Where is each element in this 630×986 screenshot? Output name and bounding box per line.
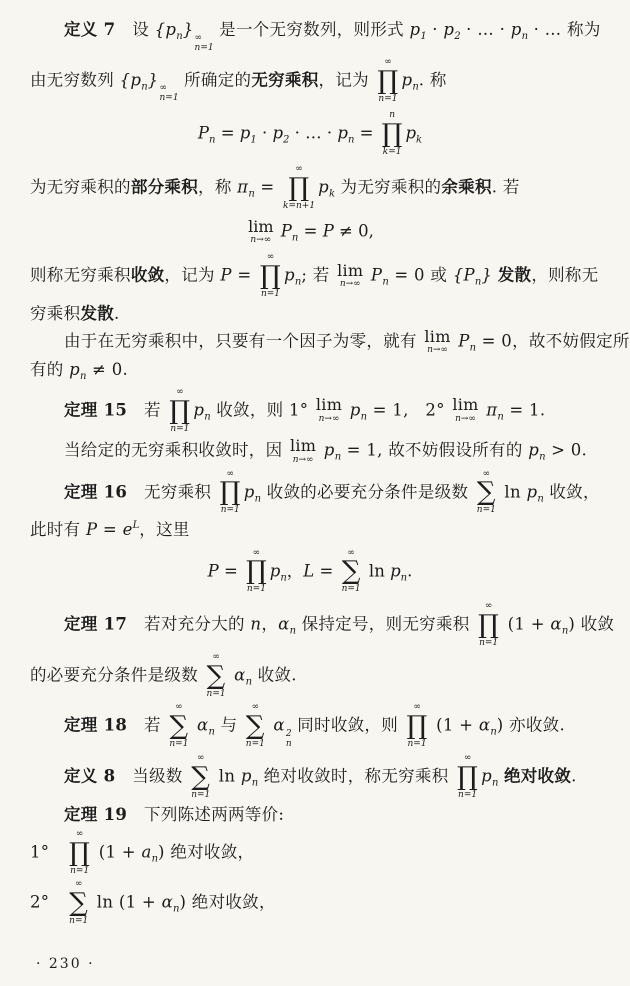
math-var: P	[197, 123, 210, 143]
text-run: =	[97, 520, 123, 540]
text-run: ) 收敛	[568, 614, 615, 634]
text-run: 当给定的无穷乘积收敛时，因	[64, 440, 288, 460]
limit-operator: lim n→∞	[248, 216, 274, 246]
math-var: P	[275, 221, 292, 241]
bold-text-run: 定义 8	[64, 766, 116, 786]
math-var: α	[550, 614, 562, 634]
text-line	[30, 164, 590, 212]
text-line	[30, 437, 590, 465]
text-run: ln	[363, 560, 391, 580]
supsub-stack: ∞ n=1	[194, 33, 214, 53]
math-var: α	[267, 715, 285, 735]
text-line	[30, 753, 590, 801]
math-var: p	[409, 20, 421, 39]
text-run: (1 +	[430, 715, 479, 735]
text-run: (1 +	[502, 614, 551, 634]
bold-text-run: 部分乘积	[130, 177, 199, 197]
text-line	[30, 19, 601, 54]
subscript: n	[490, 726, 497, 738]
text-run: 绝对收敛时，称无穷乘积	[258, 766, 455, 786]
text-run: ) 亦收敛.	[496, 715, 565, 735]
text-run: .	[114, 303, 120, 323]
subscript: n	[289, 625, 297, 637]
text-run: 收敛，则 1°	[210, 400, 314, 419]
text-run: ) 绝对收敛，	[158, 842, 255, 862]
subscript: n	[245, 676, 253, 688]
text-run: ，则称无	[531, 265, 599, 285]
superscript: L	[132, 520, 140, 532]
bold-text-run: 绝对收敛	[503, 766, 572, 786]
bold-text-run: 发散	[80, 303, 115, 323]
math-var: p	[318, 177, 329, 197]
text-run: .	[571, 766, 577, 786]
subscript: n	[412, 81, 419, 93]
bold-text-run: 收敛	[130, 265, 165, 285]
subscript: k	[416, 134, 423, 146]
subscript: n	[334, 451, 342, 463]
text-run: =	[314, 560, 339, 580]
text-run: . 称	[418, 70, 447, 90]
text-run: ·	[426, 20, 444, 39]
text-run: ·	[256, 123, 273, 143]
product-operator: n ∏ k=1	[381, 110, 403, 158]
subscript: n	[209, 134, 216, 146]
subscript: n	[521, 31, 529, 42]
math-var: p	[239, 123, 251, 143]
sum-operator: ∞ ∑ n=1	[169, 702, 189, 750]
math-var: L	[303, 560, 315, 580]
product-operator: ∞ ∏ n=1	[377, 56, 399, 104]
text-run: ) 绝对收敛，	[179, 892, 276, 912]
supsub-stack: ∞ n=1	[159, 83, 179, 103]
text-line	[30, 601, 615, 649]
math-var: {P	[452, 265, 475, 285]
text-run: 收敛的必要充分条件是级数	[261, 481, 474, 501]
text-run: =	[218, 560, 244, 580]
math-var: n	[250, 614, 262, 634]
math-var: p	[481, 766, 492, 786]
sum-operator: ∞ ∑ n=1	[476, 468, 496, 516]
subscript: n	[173, 903, 180, 915]
text-run: 为无穷乘积的	[335, 177, 442, 197]
text-run: ; 若	[301, 265, 336, 285]
text-run: 的必要充分条件是级数	[30, 665, 204, 685]
text-run: 与	[214, 715, 243, 735]
text-run: =	[215, 123, 240, 143]
bold-text-run: 定义 7	[64, 20, 116, 39]
math-var: p	[243, 481, 255, 501]
math-var: p	[69, 360, 81, 380]
subscript: n	[251, 777, 259, 789]
bold-text-run: 定理 19	[64, 804, 128, 824]
text-run: 收敛，	[543, 481, 600, 501]
subscript: n	[539, 451, 546, 463]
text-run: ln	[213, 766, 241, 786]
text-run: 2°	[30, 892, 67, 912]
subscript: n	[291, 232, 299, 244]
math-var: P	[452, 331, 470, 351]
subscript: n	[474, 276, 482, 288]
text-run: ，记为	[318, 70, 375, 90]
subscript: 1	[420, 31, 427, 42]
page-body	[30, 16, 630, 950]
math-var: p	[337, 123, 348, 143]
text-run: · … ·	[289, 123, 338, 143]
text-run: · … 称为	[528, 20, 601, 39]
math-var: p	[405, 123, 417, 143]
subscript: n	[400, 571, 408, 583]
text-run: = 0 或	[388, 265, 453, 285]
product-operator: ∞ ∏ n=1	[169, 386, 191, 434]
text-run: (1 +	[93, 842, 142, 862]
bold-text-run: 定理 16	[64, 481, 128, 501]
text-line	[30, 879, 590, 927]
text-run: =	[354, 123, 379, 143]
subscript: n	[176, 31, 183, 42]
subscript: n	[204, 411, 211, 422]
formula-line	[30, 218, 590, 246]
math-var: p	[272, 123, 284, 143]
math-var: P	[220, 265, 232, 285]
text-line	[30, 57, 590, 105]
math-var: P	[322, 221, 334, 241]
math-var: }	[182, 20, 194, 39]
math-var: P	[85, 520, 98, 540]
bold-text-run: 定理 17	[64, 614, 128, 634]
text-run: ，记为	[164, 265, 221, 285]
product-operator: ∞ ∏ n=1	[457, 752, 479, 800]
subscript: n	[254, 492, 262, 504]
formula-line	[30, 110, 590, 158]
sum-operator: ∞ ∑ n=1	[341, 547, 361, 595]
text-run: ，	[261, 614, 279, 634]
text-run: 收敛.	[252, 665, 297, 685]
sum-operator: ∞ ∑ n=1	[69, 879, 89, 927]
text-run: .	[407, 560, 413, 580]
sum-operator: ∞ ∑ n=1	[245, 702, 265, 750]
math-var: p	[284, 265, 295, 285]
text-line	[30, 303, 590, 325]
math-var: p	[193, 400, 205, 419]
text-run: ln	[498, 481, 527, 501]
bold-text-run: 无穷乘积	[251, 70, 319, 90]
text-run: 穷乘积	[30, 303, 81, 323]
math-var: π	[237, 177, 249, 197]
text-run: ，称	[198, 177, 238, 197]
subscript: n	[248, 188, 255, 200]
page-number: · 230 ·	[36, 956, 95, 972]
text-run: ≠ 0.	[86, 360, 129, 380]
math-var: π	[480, 400, 498, 419]
math-var: p	[443, 20, 455, 39]
bold-text-run: 发散	[497, 265, 532, 285]
math-var: P	[207, 560, 219, 580]
limit-operator: lim n→∞	[452, 395, 479, 424]
text-line	[30, 326, 630, 356]
text-line	[30, 468, 600, 517]
text-line	[30, 387, 590, 435]
product-operator: ∞ ∏ n=1	[69, 828, 91, 876]
text-run: 若对充分大的	[127, 614, 251, 634]
math-var: α	[191, 715, 209, 735]
subscript: 2	[454, 31, 461, 42]
text-run: . 若	[491, 177, 520, 197]
subscript: n	[347, 134, 355, 146]
text-run: 由无穷数列	[30, 70, 120, 90]
text-line	[30, 702, 590, 750]
limit-operator: lim n→∞	[289, 436, 317, 465]
subscript: 1	[250, 134, 257, 146]
subscript: n	[382, 276, 389, 288]
text-run: = 1.	[503, 400, 546, 419]
subscript: n	[151, 853, 159, 865]
text-run: · … ·	[460, 20, 511, 39]
text-run: 无穷乘积	[127, 481, 217, 501]
math-var: }	[481, 265, 493, 285]
product-operator: ∞ ∏ n=1	[478, 601, 500, 648]
bold-text-run: 定理 15	[64, 400, 128, 419]
math-var: α	[228, 665, 246, 685]
text-run: 同时收敛，则	[291, 715, 404, 735]
math-var: {p	[119, 70, 142, 90]
text-run: = 1, 2°	[367, 400, 451, 419]
math-var: p	[390, 560, 401, 580]
text-run: 则称无穷乘积	[30, 265, 131, 285]
text-run: 1°	[30, 842, 67, 862]
math-var: P	[365, 265, 383, 285]
product-operator: ∞ ∏ n=1	[246, 547, 267, 595]
subscript: n	[360, 411, 368, 422]
math-var: α	[478, 715, 491, 735]
subscript: n	[469, 342, 477, 354]
text-run: 由于在无穷乘积中，只要有一个因子为零，就有	[64, 331, 423, 351]
math-var: {p	[154, 20, 177, 39]
limit-operator: lim n→∞	[315, 395, 343, 424]
text-line	[30, 519, 590, 541]
bold-text-run: 定理 18	[64, 715, 128, 735]
math-var: p	[401, 70, 413, 90]
subscript: n	[141, 81, 148, 93]
text-run: 若	[127, 400, 167, 419]
math-var: }	[147, 70, 159, 90]
subscript: n	[537, 492, 544, 504]
text-run: 有的	[30, 360, 70, 380]
supsub-stack: 2 n	[285, 728, 292, 749]
text-run: 当级数	[115, 766, 189, 786]
text-run: 若	[127, 715, 167, 735]
subscript: k	[328, 188, 335, 200]
product-operator: ∞ ∏ n=1	[260, 251, 281, 299]
math-var: p	[269, 560, 281, 580]
text-run: =	[298, 221, 323, 241]
math-var: α	[161, 892, 174, 912]
text-line	[30, 804, 590, 826]
math-var: p	[318, 440, 335, 460]
text-line	[30, 829, 590, 877]
product-operator: ∞ ∏ n=1	[406, 702, 428, 750]
math-var: p	[528, 440, 540, 460]
subscript: 2	[283, 134, 290, 146]
text-run: = 0，故不妨假定所	[476, 331, 630, 351]
product-operator: ∞ ∏ k=n+1	[283, 163, 316, 211]
text-run: 此时有	[30, 520, 86, 540]
text-run: 为无穷乘积的	[30, 177, 131, 197]
math-var: e	[122, 520, 133, 540]
math-var: α	[278, 614, 290, 634]
bold-text-run: 余乘积	[441, 177, 492, 197]
limit-operator: lim n→∞	[424, 326, 451, 356]
text-run: =	[231, 265, 257, 285]
text-line	[30, 251, 599, 300]
math-var: p	[510, 20, 522, 39]
subscript: n	[280, 571, 287, 583]
text-run: =	[254, 177, 280, 197]
subscript: n	[80, 371, 87, 383]
formula-line	[30, 548, 590, 596]
text-run: 设	[115, 20, 155, 39]
text-run: 所确定的	[178, 70, 252, 90]
text-run: ，这里	[139, 520, 190, 540]
text-run: ln (1 +	[91, 892, 162, 912]
subscript: n	[491, 777, 499, 789]
subscript: n	[561, 625, 569, 637]
limit-operator: lim n→∞	[337, 260, 364, 290]
text-run: ，	[286, 560, 304, 580]
text-run: 是一个无穷数列，则形式	[213, 20, 410, 39]
subscript: n	[208, 726, 215, 738]
math-var: p	[344, 400, 361, 419]
math-var: p	[526, 481, 538, 501]
math-var: a	[141, 842, 152, 862]
text-run: 保持定号，则无穷乘积	[296, 614, 476, 634]
text-line	[30, 359, 590, 384]
text-line	[30, 652, 590, 700]
text-run: > 0.	[545, 440, 588, 460]
text-run: = 1, 故不妨假设所有的	[341, 440, 529, 460]
sum-operator: ∞ ∑ n=1	[206, 651, 226, 699]
subscript: n	[294, 276, 302, 288]
math-var: p	[240, 766, 252, 786]
text-run: 下列陈述两两等价:	[127, 804, 285, 824]
sum-operator: ∞ ∑ n=1	[191, 752, 211, 800]
subscript: n	[497, 411, 504, 422]
product-operator: ∞ ∏ n=1	[219, 468, 241, 516]
text-run: ≠ 0,	[333, 221, 374, 241]
